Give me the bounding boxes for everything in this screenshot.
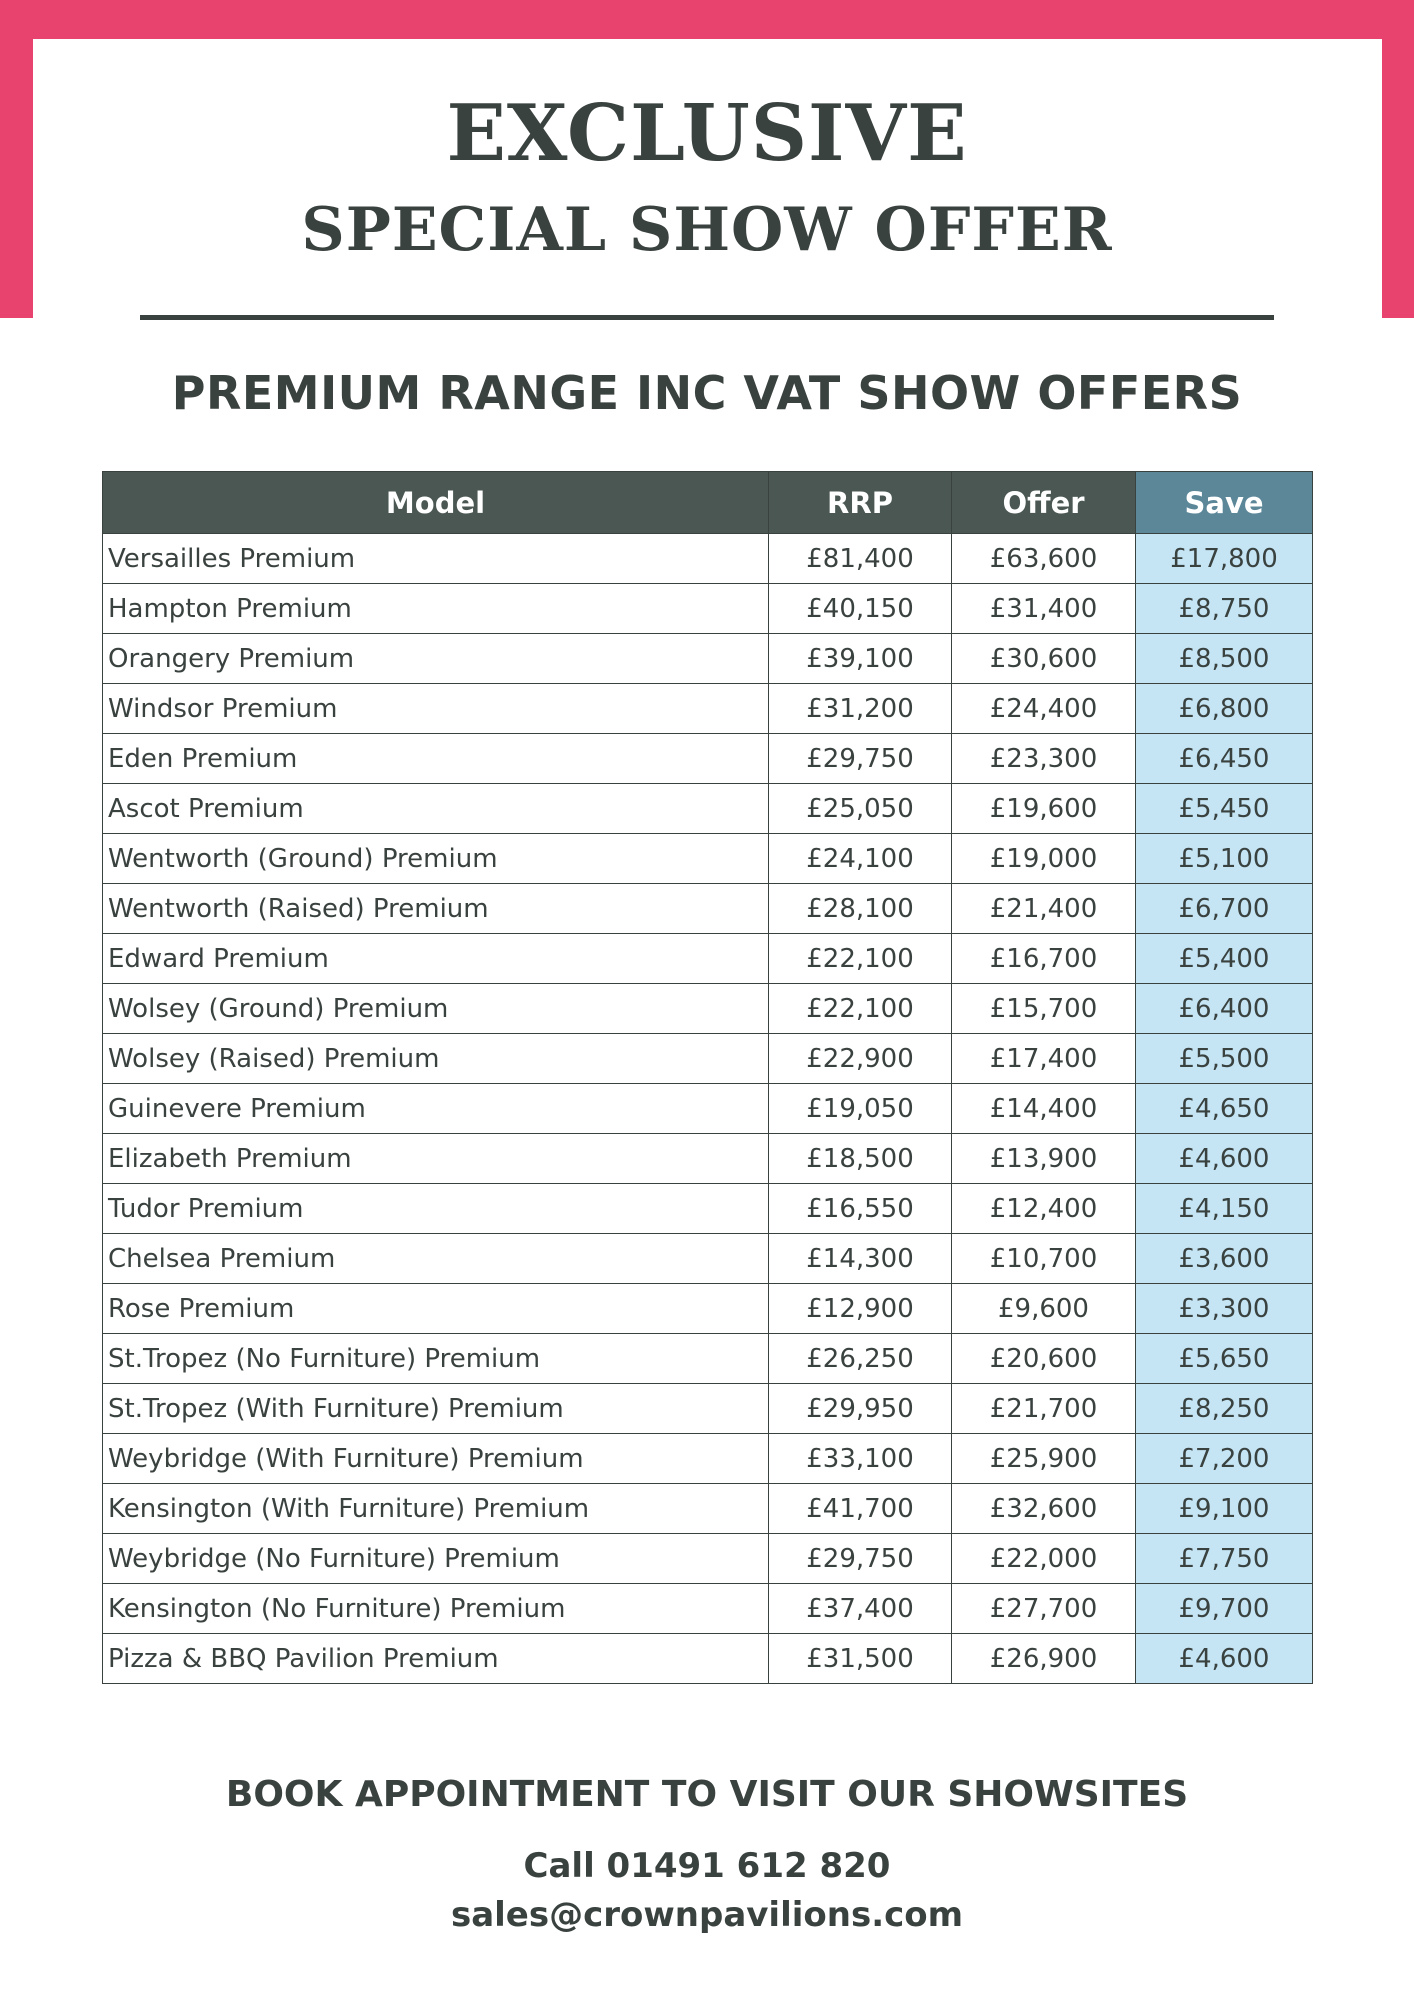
cell-model: St.Tropez (No Furniture) Premium [103,1334,769,1384]
cell-offer: £16,700 [952,934,1136,984]
cell-model: Versailles Premium [103,534,769,584]
cell-offer: £32,600 [952,1484,1136,1534]
cell-offer: £19,600 [952,784,1136,834]
cell-model: Kensington (No Furniture) Premium [103,1584,769,1634]
cell-offer: £14,400 [952,1084,1136,1134]
table-row [103,1334,1313,1384]
cell-rrp: £24,100 [769,834,952,884]
phone-number[interactable]: Call 01491 612 820 [523,1846,891,1886]
cell-model: Tudor Premium [103,1184,769,1234]
cell-model: Orangery Premium [103,634,769,684]
cell-offer: £25,900 [952,1434,1136,1484]
cell-save: £9,700 [1136,1584,1313,1634]
column-header-offer: Offer [952,472,1136,534]
table-row [103,1484,1313,1534]
cell-model: Edward Premium [103,934,769,984]
cell-model: Windsor Premium [103,684,769,734]
table-row [103,1184,1313,1234]
table-row [103,1434,1313,1484]
table-row [103,1634,1313,1684]
cell-model: Wentworth (Raised) Premium [103,884,769,934]
email-address[interactable]: sales@crownpavilions.com [450,1895,964,1935]
cell-rrp: £41,700 [769,1484,952,1534]
header-panel [33,39,1382,339]
table-row [103,784,1313,834]
cell-rrp: £22,100 [769,984,952,1034]
cell-model: Kensington (With Furniture) Premium [103,1484,769,1534]
cell-model: Hampton Premium [103,584,769,634]
cell-offer: £26,900 [952,1634,1136,1684]
cell-save: £4,650 [1136,1084,1313,1134]
table-row [103,584,1313,634]
table-row [103,1534,1313,1584]
cell-offer: £24,400 [952,684,1136,734]
cell-model: Weybridge (No Furniture) Premium [103,1534,769,1584]
cell-rrp: £33,100 [769,1434,952,1484]
table-row [103,734,1313,784]
cell-model: Eden Premium [103,734,769,784]
table-row [103,1084,1313,1134]
cell-save: £4,150 [1136,1184,1313,1234]
table-row [103,884,1313,934]
cell-model: Elizabeth Premium [103,1134,769,1184]
cell-offer: £15,700 [952,984,1136,1034]
table-row [103,934,1313,984]
table-row [103,534,1313,584]
table-row [103,1034,1313,1084]
cell-rrp: £19,050 [769,1084,952,1134]
title-exclusive: EXCLUSIVE [446,88,968,179]
cell-rrp: £14,300 [769,1234,952,1284]
cell-offer: £13,900 [952,1134,1136,1184]
cell-rrp: £29,750 [769,734,952,784]
cell-rrp: £28,100 [769,884,952,934]
cell-offer: £23,300 [952,734,1136,784]
cell-save: £7,200 [1136,1434,1313,1484]
offers-table [102,471,1313,1684]
cell-model: Wentworth (Ground) Premium [103,834,769,884]
table-row [103,984,1313,1034]
cell-rrp: £29,950 [769,1384,952,1434]
cell-rrp: £18,500 [769,1134,952,1184]
cell-save: £5,400 [1136,934,1313,984]
cell-save: £6,450 [1136,734,1313,784]
column-header-rrp: RRP [769,472,952,534]
cell-rrp: £81,400 [769,534,952,584]
cell-model: Weybridge (With Furniture) Premium [103,1434,769,1484]
cell-save: £8,250 [1136,1384,1313,1434]
table-row [103,1134,1313,1184]
cell-model: Rose Premium [103,1284,769,1334]
cell-offer: £17,400 [952,1034,1136,1084]
cell-save: £4,600 [1136,1634,1313,1684]
cell-rrp: £40,150 [769,584,952,634]
table-row [103,1384,1313,1434]
cell-rrp: £22,900 [769,1034,952,1084]
cell-save: £5,650 [1136,1334,1313,1384]
cell-offer: £63,600 [952,534,1136,584]
cell-model: Wolsey (Ground) Premium [103,984,769,1034]
cell-save: £3,600 [1136,1234,1313,1284]
column-header-save: Save [1136,472,1313,534]
cell-save: £5,100 [1136,834,1313,884]
table-row [103,834,1313,884]
cell-rrp: £12,900 [769,1284,952,1334]
cell-offer: £31,400 [952,584,1136,634]
cell-offer: £19,000 [952,834,1136,884]
cell-offer: £20,600 [952,1334,1136,1384]
cell-model: Ascot Premium [103,784,769,834]
cell-offer: £21,700 [952,1384,1136,1434]
cell-model: Pizza & BBQ Pavilion Premium [103,1634,769,1684]
cell-model: Chelsea Premium [103,1234,769,1284]
cell-save: £17,800 [1136,534,1313,584]
cell-rrp: £31,500 [769,1634,952,1684]
section-heading: PREMIUM RANGE INC VAT SHOW OFFERS [171,366,1243,420]
cell-save: £6,400 [1136,984,1313,1034]
cell-save: £7,750 [1136,1534,1313,1584]
cell-save: £6,800 [1136,684,1313,734]
cell-offer: £10,700 [952,1234,1136,1284]
table-row [103,1234,1313,1284]
cell-rrp: £39,100 [769,634,952,684]
cell-save: £6,700 [1136,884,1313,934]
cell-rrp: £31,200 [769,684,952,734]
cell-model: Guinevere Premium [103,1084,769,1134]
table-row [103,1284,1313,1334]
cell-save: £5,450 [1136,784,1313,834]
cell-rrp: £26,250 [769,1334,952,1384]
cell-offer: £30,600 [952,634,1136,684]
table-row [103,634,1313,684]
cell-save: £4,600 [1136,1134,1313,1184]
title-divider [140,315,1274,320]
cell-save: £5,500 [1136,1034,1313,1084]
cell-model: St.Tropez (With Furniture) Premium [103,1384,769,1434]
cell-save: £8,750 [1136,584,1313,634]
cell-rrp: £22,100 [769,934,952,984]
cell-rrp: £16,550 [769,1184,952,1234]
cell-offer: £9,600 [952,1284,1136,1334]
cell-rrp: £25,050 [769,784,952,834]
table-row [103,684,1313,734]
cell-offer: £12,400 [952,1184,1136,1234]
cell-offer: £21,400 [952,884,1136,934]
column-header-model: Model [103,472,769,534]
table-row [103,1584,1313,1634]
cell-offer: £27,700 [952,1584,1136,1634]
cell-rrp: £37,400 [769,1584,952,1634]
title-special-show-offer: SPECIAL SHOW OFFER [301,195,1113,265]
table-header-row [103,472,1313,534]
cell-save: £3,300 [1136,1284,1313,1334]
cell-model: Wolsey (Raised) Premium [103,1034,769,1084]
cell-rrp: £29,750 [769,1534,952,1584]
cta-heading: BOOK APPOINTMENT TO VISIT OUR SHOWSITES [225,1774,1189,1815]
cell-save: £8,500 [1136,634,1313,684]
cell-offer: £22,000 [952,1534,1136,1584]
cell-save: £9,100 [1136,1484,1313,1534]
table-body [103,534,1313,1684]
